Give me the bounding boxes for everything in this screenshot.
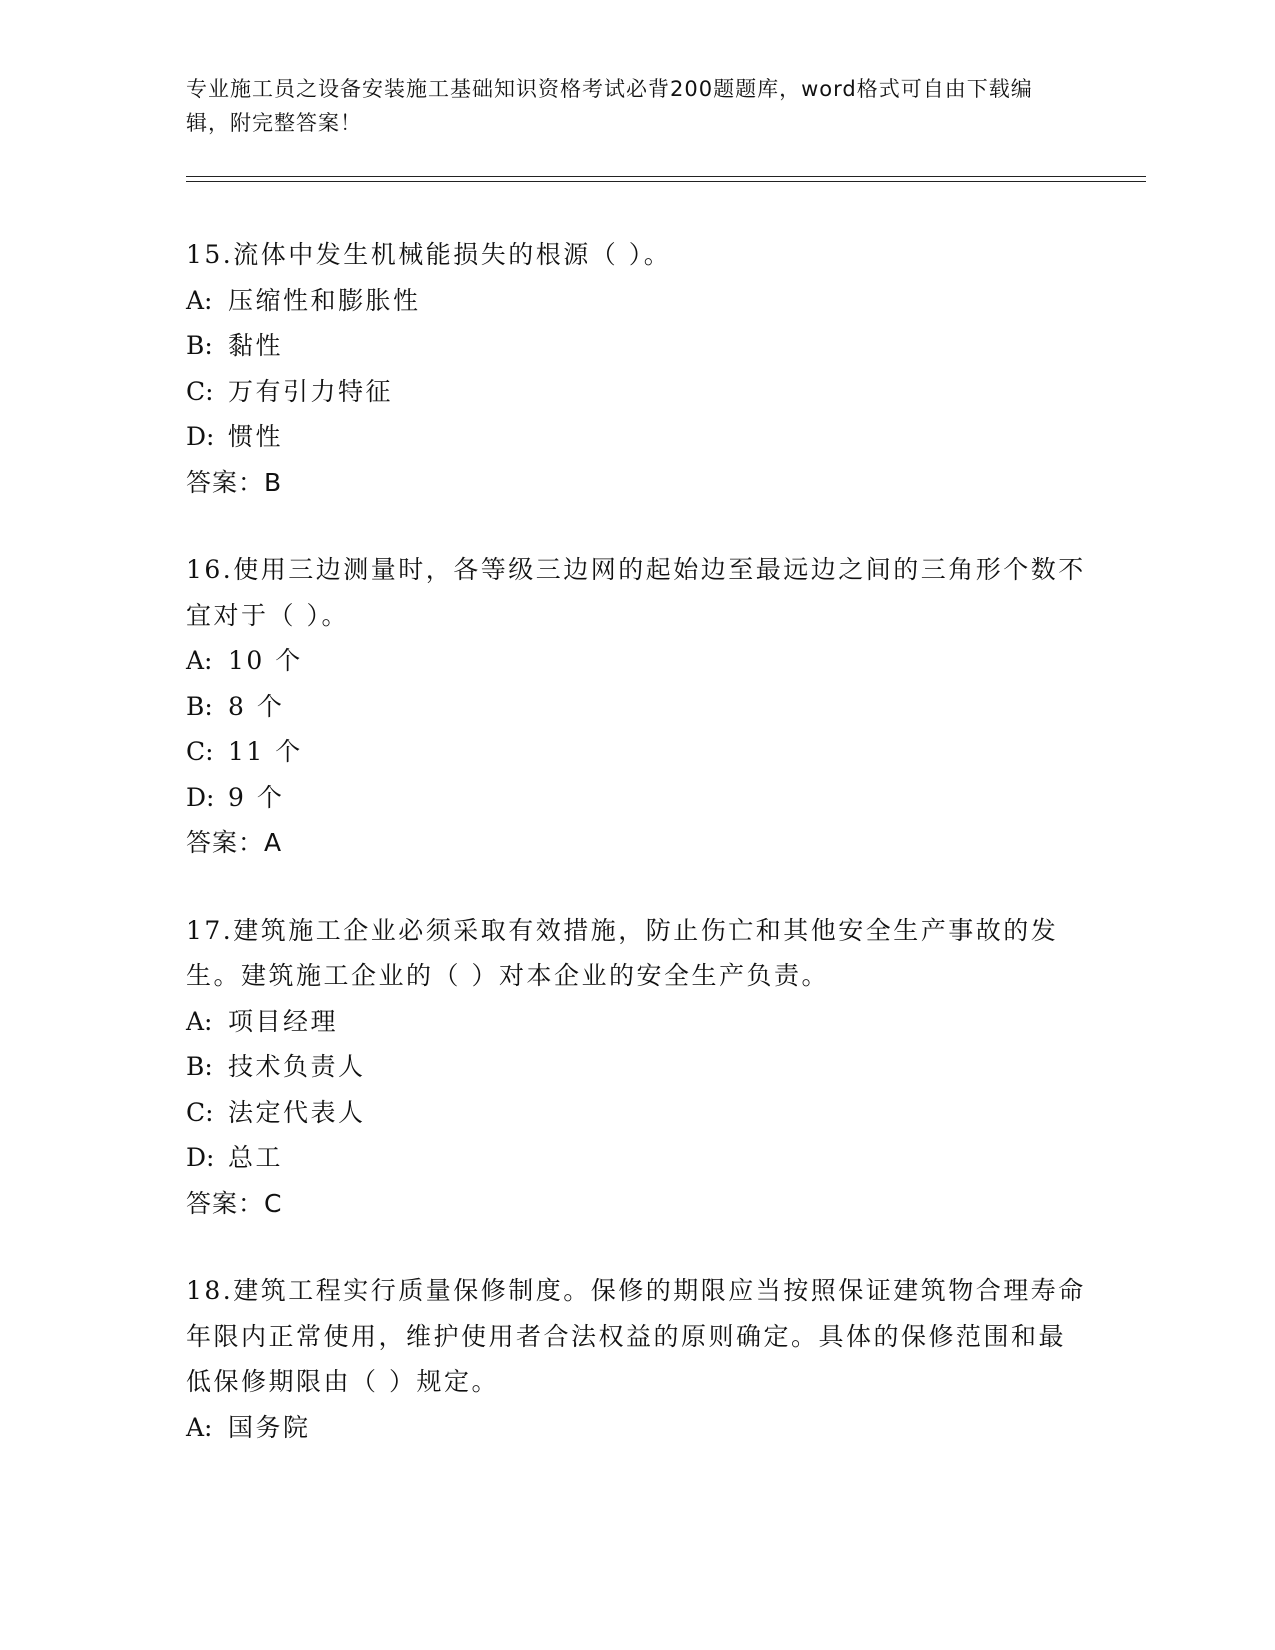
header-rule-bottom (186, 181, 1146, 182)
answer-line: 答案：C (186, 1188, 283, 1218)
question-list (186, 232, 1086, 1492)
option-letter: A: (186, 646, 213, 675)
question-stem: 17.建筑施工企业必须采取有效措施，防止伤亡和其他安全生产事故的发生。建筑施工企业的（ ）对本企业的安全生产负责。 (186, 915, 1059, 990)
question-stem: 16.使用三边测量时，各等级三边网的起始边至最远边之间的三角形个数不宜对于（ ）。 (186, 555, 1086, 630)
answer-line: 答案：A (186, 828, 283, 857)
option-b (186, 1044, 1086, 1090)
answer-line: 答案：B (186, 467, 283, 497)
option-letter: C: (186, 1097, 214, 1127)
option-letter: B: (186, 331, 213, 360)
option-text: 总工 (228, 1143, 284, 1172)
question-15 (186, 232, 1086, 505)
option-text: 9 个 (228, 782, 285, 812)
option-text: 10 个 (228, 646, 303, 675)
option-text: 压缩性和膨胀性 (228, 285, 421, 315)
option-letter: D: (186, 1143, 215, 1172)
option-a (186, 1405, 1086, 1451)
question-16 (186, 547, 1086, 866)
option-letter: C: (186, 737, 214, 766)
option-a (186, 638, 1086, 684)
option-a (186, 278, 1086, 324)
option-letter: B: (186, 691, 213, 721)
option-text: 8 个 (228, 691, 285, 721)
option-c (186, 729, 1086, 775)
option-c (186, 1090, 1086, 1136)
option-letter: A: (186, 285, 213, 315)
option-text: 11 个 (228, 737, 303, 766)
option-d (186, 414, 1086, 460)
option-text: 黏性 (228, 331, 284, 360)
option-d (186, 775, 1086, 821)
header-rule-top (186, 176, 1146, 177)
option-text: 技术负责人 (228, 1052, 366, 1081)
option-letter: B: (186, 1052, 213, 1081)
option-text: 法定代表人 (228, 1097, 366, 1127)
document-header: 专业施工员之设备安装施工基础知识资格考试必背200题题库，word格式可自由下载编辑，附完整答案！ (186, 77, 1033, 135)
option-letter: D: (186, 422, 215, 451)
question-stem: 18.建筑工程实行质量保修制度。保修的期限应当按照保证建筑物合理寿命年限内正常使用，维护使用者合法权益的原则确定。具体的保修范围和最低保修期限由（ ）规定。 (186, 1276, 1086, 1396)
option-letter: A: (186, 1412, 213, 1442)
option-letter: A: (186, 1006, 213, 1036)
question-stem: 15.流体中发生机械能损失的根源（ ）。 (186, 240, 672, 269)
option-text: 惯性 (228, 422, 284, 451)
option-c (186, 369, 1086, 415)
option-a (186, 999, 1086, 1045)
question-18 (186, 1268, 1086, 1450)
question-17 (186, 908, 1086, 1227)
option-b (186, 323, 1086, 369)
option-letter: C: (186, 376, 214, 406)
option-d (186, 1135, 1086, 1181)
option-letter: D: (186, 782, 215, 812)
option-text: 国务院 (228, 1412, 311, 1442)
option-text: 项目经理 (228, 1006, 339, 1036)
option-b (186, 684, 1086, 730)
option-text: 万有引力特征 (228, 376, 394, 406)
